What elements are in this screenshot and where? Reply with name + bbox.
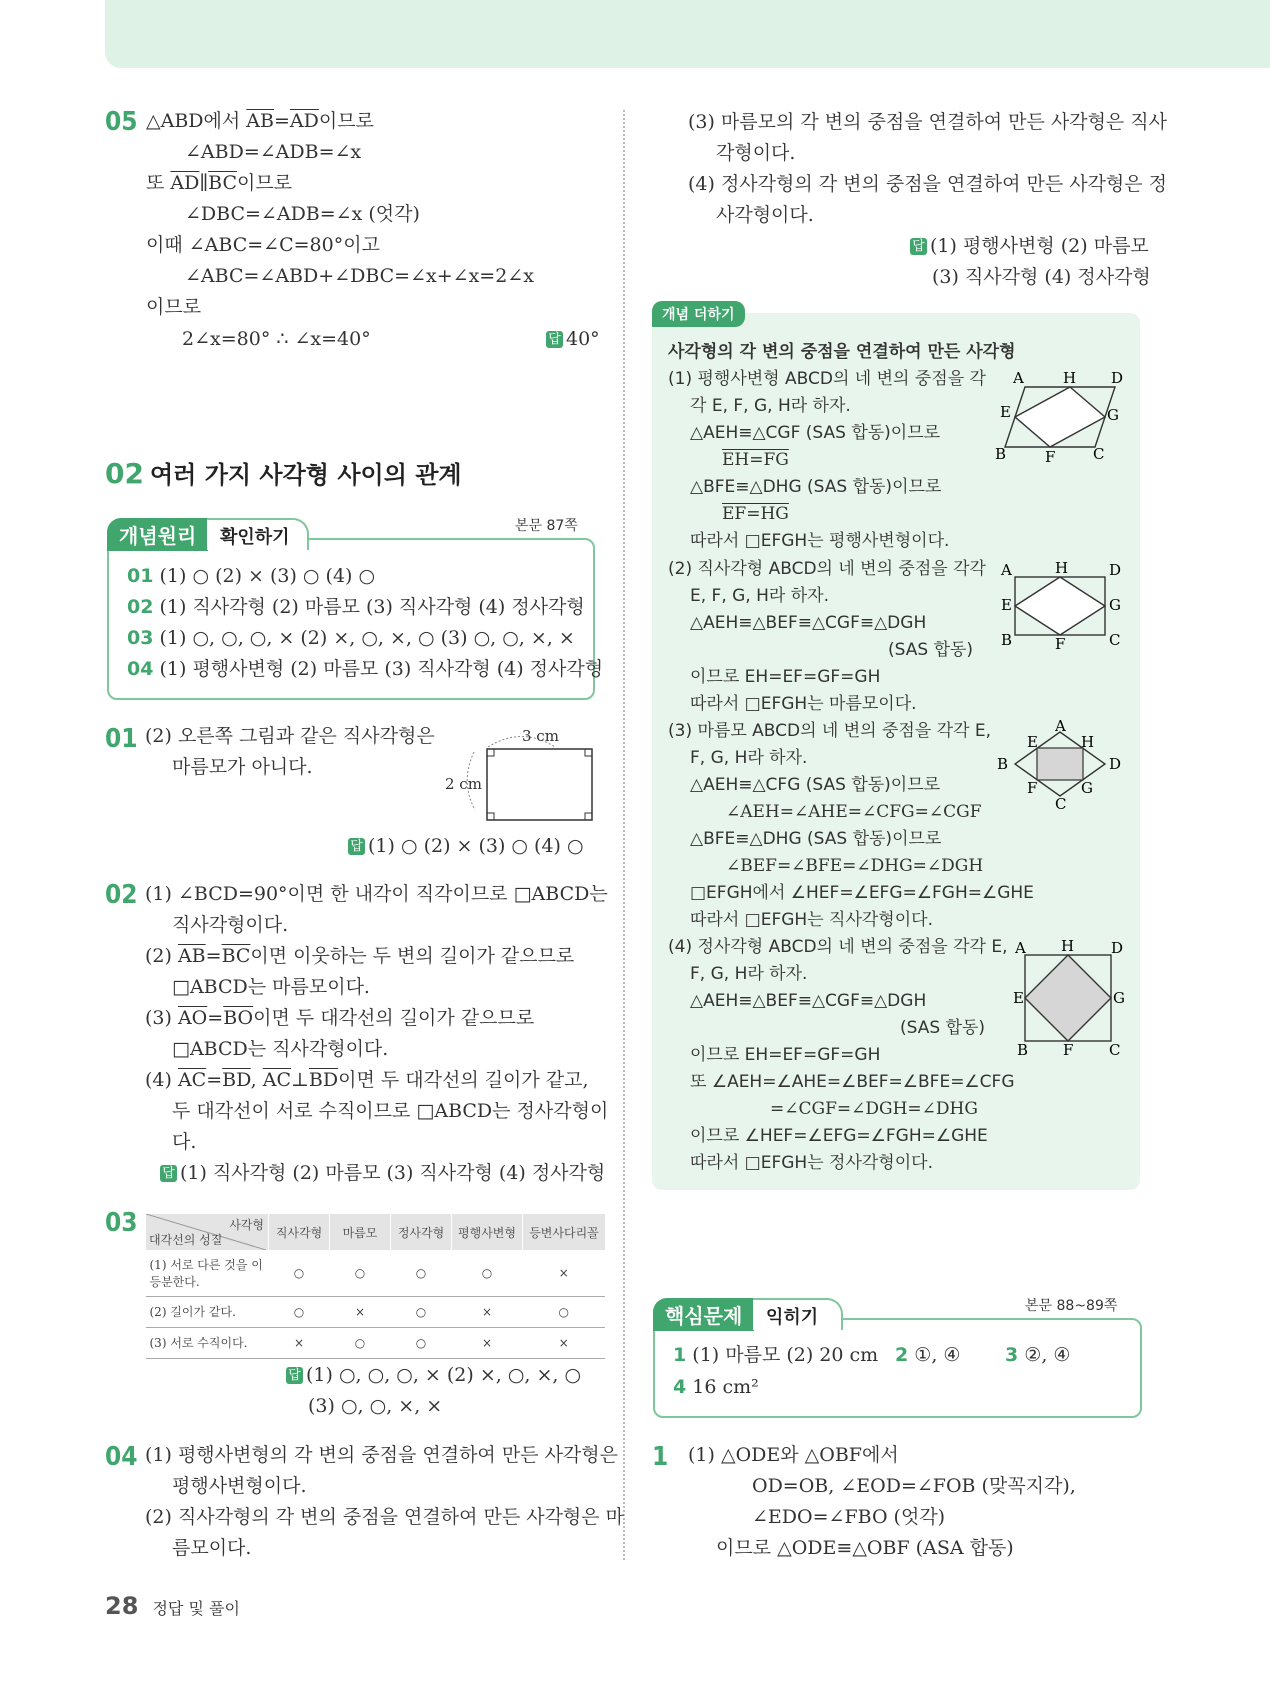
answer-text: 40°	[566, 328, 600, 350]
row-label: (3) 서로 수직이다.	[146, 1327, 269, 1358]
text: =	[205, 945, 222, 967]
answer-text: (1) ○, ○, ○, × (2) ×, ○, ×, ○	[306, 1364, 582, 1386]
q02-line8: 두 대각선이 서로 수직이므로 □ABCD는 정사각형이	[172, 1100, 609, 1122]
row-text: (1) 평행사변형 (2) 마름모 (3) 직사각형 (4) 정사각형	[159, 658, 604, 680]
label-b: B	[1017, 1041, 1029, 1055]
label-b: B	[1001, 631, 1013, 649]
answer-text: (1) 직사각형 (2) 마름모 (3) 직사각형 (4) 정사각형	[180, 1162, 606, 1184]
concept-line: E, F, G, H라 하자.	[690, 586, 829, 606]
text: 이면 이웃하는 두 변의 길이가 같으므로	[250, 945, 575, 967]
segment-ac: $\overline{AC}$	[177, 1069, 207, 1091]
q02-line6: □ABCD는 직사각형이다.	[172, 1038, 389, 1060]
row-text: (1) ○ (2) × (3) ○ (4) ○	[159, 565, 376, 587]
label-h: H	[1063, 369, 1077, 387]
concept-line: 따라서 □EFGH는 평행사변형이다.	[690, 531, 950, 551]
p05-line6: ∠ABC=∠ABD+∠DBC=∠x+∠x=2∠x	[185, 265, 534, 287]
core-answer-1	[673, 1341, 878, 1369]
label-a: A	[1015, 939, 1026, 957]
table-header-row	[146, 1214, 606, 1250]
label-d: D	[1109, 561, 1122, 579]
concept-line: △AEH≡△BEF≡△CGF≡△DGH	[690, 991, 927, 1011]
row-number: 01	[127, 565, 154, 587]
label-c: C	[1109, 631, 1121, 649]
label-b: B	[997, 755, 1009, 773]
label-f: F	[1027, 779, 1038, 797]
q04-line4: 름모이다.	[172, 1537, 252, 1559]
text: (3)	[145, 1007, 178, 1029]
answer-number: 2	[895, 1344, 909, 1366]
label-d: D	[1109, 755, 1122, 773]
label-h: H	[1081, 733, 1095, 751]
confirm-row	[127, 655, 603, 683]
concept-tab: 개념 더하기	[652, 301, 745, 327]
label-a: A	[1055, 717, 1066, 735]
label-a: A	[1001, 561, 1012, 579]
label-g: G	[1081, 779, 1093, 797]
confirm-tab-sub: 확인하기	[220, 527, 290, 548]
label-d: D	[1111, 939, 1124, 957]
top-header-band	[105, 0, 1270, 68]
table-cell: ×	[452, 1296, 523, 1327]
label-e: E	[1001, 596, 1012, 614]
width-label: 3 cm	[522, 727, 559, 745]
concept-line: ∠AEH=∠AHE=∠CFG=∠CGF	[726, 802, 982, 822]
concept-line: 이므로 ∠HEF=∠EFG=∠FGH=∠GHE	[690, 1126, 988, 1146]
concept-title: 사각형의 각 변의 중점을 연결하여 만든 사각형	[668, 342, 1016, 362]
table-cell: ×	[452, 1327, 523, 1358]
p05-line5: 이때 ∠ABC=∠C=80°이고	[146, 234, 380, 256]
answer-icon: 답	[160, 1165, 177, 1182]
column-header: 등변사다리꼴	[523, 1214, 606, 1250]
s1-line1: (1) △ODE와 △OBF에서	[688, 1444, 899, 1466]
label-g: G	[1113, 989, 1125, 1007]
row-number: 03	[127, 627, 154, 649]
concept-line: 이므로 EH=EF=GF=GH	[690, 1045, 881, 1065]
concept-line: 또 ∠AEH=∠AHE=∠BEF=∠BFE=∠CFG	[690, 1072, 1015, 1092]
p05-answer	[546, 325, 600, 353]
row-label: (1) 서로 다른 것을 이등분한다.	[146, 1250, 269, 1296]
height-label: 2 cm	[445, 775, 482, 793]
answer-number: 4	[673, 1376, 687, 1398]
answer-number: 3	[1005, 1344, 1019, 1366]
q02-line9: 다.	[172, 1131, 197, 1153]
answer-text: 16 cm²	[692, 1376, 759, 1398]
text: ∥	[199, 172, 209, 194]
table-cell: ○	[330, 1327, 391, 1358]
concept-line: (SAS 합동)	[900, 1018, 986, 1038]
label-f: F	[1045, 448, 1056, 462]
p05-line2: ∠ABD=∠ADB=∠x	[185, 141, 362, 163]
label-e: E	[1000, 403, 1011, 421]
text: (4)	[145, 1069, 178, 1091]
text: ⊥	[291, 1069, 309, 1091]
diagonal-property-table	[145, 1214, 605, 1359]
concept-line: △BFE≡△DHG (SAS 합동)이므로	[690, 477, 942, 497]
table-cell: ×	[269, 1327, 330, 1358]
concept-line: (4) 정사각형 ABCD의 네 변의 중점을 각각 E,	[668, 937, 1008, 957]
segment-bd: $\overline{BD}$	[308, 1069, 339, 1091]
p05-line7: 이므로	[146, 296, 202, 318]
answer-text: (1) 평행사변형 (2) 마름모	[930, 235, 1149, 257]
text: =	[206, 1069, 223, 1091]
table-cell: ○	[330, 1250, 391, 1296]
problem-number: 02	[105, 880, 138, 910]
row-number: 04	[127, 658, 154, 680]
page-ref: 본문 87쪽	[515, 518, 578, 534]
label-a: A	[1013, 369, 1024, 387]
text: △ABD에서	[146, 110, 247, 132]
concept-line: (SAS 합동)	[888, 640, 974, 660]
answer-text: ①, ④	[914, 1344, 961, 1366]
concept-line: F, G, H라 하자.	[690, 964, 808, 984]
table-cell: ○	[391, 1250, 452, 1296]
concept-line: ∠BEF=∠BFE=∠DHG=∠DGH	[726, 856, 984, 876]
q03-answer	[286, 1361, 581, 1389]
problem-number: 01	[105, 724, 138, 754]
problem-number: 03	[105, 1208, 138, 1238]
text: (2)	[145, 945, 178, 967]
label-g: G	[1109, 596, 1121, 614]
segment-bc: $\overline{BC}$	[208, 172, 238, 194]
concept-line: (1) 평행사변형 ABCD의 네 변의 중점을 각	[668, 369, 986, 389]
confirm-row	[127, 624, 575, 652]
table-row	[146, 1296, 606, 1327]
table-row	[146, 1250, 606, 1296]
answer-text: (1) 마름모 (2) 20 cm	[692, 1344, 879, 1366]
core-answer-2	[895, 1341, 960, 1369]
q04-line3: (2) 직사각형의 각 변의 중점을 연결하여 만든 사각형은 마	[145, 1506, 625, 1528]
q04-line6: 각형이다.	[716, 142, 796, 164]
square-midpoint-figure	[1005, 935, 1135, 1055]
q02-line4: □ABCD는 마름모이다.	[172, 976, 370, 998]
problem-number: 1	[652, 1442, 669, 1472]
answer-number: 1	[673, 1344, 687, 1366]
q04-answer-line2: (3) 직사각형 (4) 정사각형	[932, 266, 1151, 288]
row-number: 02	[127, 596, 154, 618]
q04-line1: (1) 평행사변형의 각 변의 중점을 연결하여 만든 사각형은	[145, 1444, 618, 1466]
s1-line2: OD=OB, ∠EOD=∠FOB (맞꼭지각),	[752, 1475, 1076, 1497]
q01-line2: 마름모가 아니다.	[172, 756, 313, 778]
label-e: E	[1027, 733, 1038, 751]
concept-line: △AEH≡△CFG (SAS 합동)이므로	[690, 775, 941, 795]
text: 이므로	[237, 172, 293, 194]
text: 또	[146, 172, 171, 194]
p05-line4: ∠DBC=∠ADB=∠x (엇각)	[185, 203, 420, 225]
segment-bo: $\overline{BO}$	[223, 1007, 254, 1029]
q02-line5	[145, 1004, 534, 1032]
answer-icon: 답	[348, 838, 365, 855]
concept-line: △AEH≡△CGF (SAS 합동)이므로	[690, 423, 941, 443]
label-c: C	[1055, 795, 1067, 812]
column-header: 정사각형	[391, 1214, 452, 1250]
header-top-label: 사각형	[229, 1218, 264, 1232]
label-e: E	[1013, 989, 1024, 1007]
concept-line: F, G, H라 하자.	[690, 748, 808, 768]
core-tab-sub: 익히기	[766, 1307, 819, 1328]
segment-bc: $\overline{BC}$	[221, 945, 251, 967]
concept-line: 이므로 EH=EF=GF=GH	[690, 667, 881, 687]
label-f: F	[1063, 1041, 1074, 1055]
concept-line: =∠CGF=∠DGH=∠DHG	[770, 1099, 978, 1119]
text: =	[207, 1007, 224, 1029]
footer-label: 정답 및 풀이	[152, 1599, 240, 1618]
concept-line: 각 E, F, G, H라 하자.	[690, 396, 851, 416]
q02-line7	[145, 1066, 589, 1094]
page-footer	[105, 1592, 240, 1620]
table-cell: ○	[391, 1296, 452, 1327]
text: 이면 두 대각선의 길이가 같고,	[338, 1069, 589, 1091]
table-corner-header	[146, 1214, 269, 1250]
p05-line1	[146, 107, 374, 135]
problem-number: 04	[105, 1442, 138, 1472]
segment-ab: $\overline{AB}$	[177, 945, 206, 967]
parallelogram-figure	[995, 367, 1125, 462]
table-cell: ○	[269, 1296, 330, 1327]
page-number: 28	[105, 1592, 139, 1620]
concept-line: EF=HG	[722, 504, 789, 524]
segment-bd: $\overline{BD}$	[222, 1069, 251, 1091]
segment-ao: $\overline{AO}$	[177, 1007, 208, 1029]
concept-line: △BFE≡△DHG (SAS 합동)이므로	[690, 829, 942, 849]
answer-text: (1) ○ (2) × (3) ○ (4) ○	[368, 835, 584, 857]
column-divider	[623, 110, 625, 1560]
row-label: (2) 길이가 같다.	[146, 1296, 269, 1327]
section-number: 02	[105, 457, 144, 490]
table-cell: ×	[523, 1250, 606, 1296]
row-text: (1) ○, ○, ○, × (2) ×, ○, ×, ○ (3) ○, ○, ×, ×	[159, 627, 575, 649]
section-title	[105, 455, 462, 490]
q04-line7: (4) 정사각형의 각 변의 중점을 연결하여 만든 사각형은 정	[688, 173, 1168, 195]
core-answer-3	[1005, 1341, 1070, 1369]
q04-line2: 평행사변형이다.	[172, 1475, 307, 1497]
concept-line: (3) 마름모 ABCD의 네 변의 중점을 각각 E,	[668, 721, 992, 741]
table-row	[146, 1327, 606, 1358]
table-cell: ×	[330, 1296, 391, 1327]
row-text: (1) 직사각형 (2) 마름모 (3) 직사각형 (4) 정사각형	[159, 596, 585, 618]
column-header: 마름모	[330, 1214, 391, 1250]
page-ref: 본문 88~89쪽	[1025, 1298, 1118, 1314]
answer-icon: 답	[910, 238, 927, 255]
answer-text: ②, ④	[1024, 1344, 1071, 1366]
confirm-tab-label: 개념원리	[107, 518, 208, 551]
concept-line: 따라서 □EFGH는 정사각형이다.	[690, 1153, 933, 1173]
q04-line5: (3) 마름모의 각 변의 중점을 연결하여 만든 사각형은 직사	[688, 111, 1168, 133]
q04-answer	[910, 232, 1149, 260]
table-cell: ○	[391, 1327, 452, 1358]
section-title-text: 여러 가지 사각형 사이의 관계	[149, 461, 462, 489]
label-b: B	[995, 445, 1007, 462]
label-g: G	[1107, 406, 1119, 424]
p05-line8: 2∠x=80° ∴ ∠x=40°	[182, 328, 371, 350]
q01-answer	[348, 832, 584, 860]
answer-icon: 답	[546, 331, 563, 348]
label-c: C	[1109, 1041, 1121, 1055]
table-cell: ○	[452, 1250, 523, 1296]
core-tab-label: 핵심문제	[653, 1298, 754, 1331]
concept-line: EH=FG	[722, 450, 789, 470]
confirm-row	[127, 593, 585, 621]
rectangle-midpoint-figure	[995, 557, 1125, 652]
label-h: H	[1061, 937, 1075, 955]
s1-line3: ∠EDO=∠FBO (엇각)	[752, 1506, 946, 1528]
table-cell: ○	[269, 1250, 330, 1296]
table-cell: ○	[523, 1296, 606, 1327]
q02-line3	[145, 942, 574, 970]
label-f: F	[1055, 635, 1066, 652]
answer-icon: 답	[286, 1367, 303, 1384]
s1-line4: 이므로 △ODE≡△OBF (ASA 합동)	[716, 1537, 1014, 1559]
label-d: D	[1111, 369, 1124, 387]
concept-line: 따라서 □EFGH는 직사각형이다.	[690, 910, 933, 930]
concept-line: (2) 직사각형 ABCD의 네 변의 중점을 각각	[668, 559, 986, 579]
segment-ab: $\overline{AB}$	[246, 110, 274, 132]
table-cell: ×	[523, 1327, 606, 1358]
q03-answer-line2: (3) ○, ○, ×, ×	[308, 1395, 443, 1417]
q01-line1: (2) 오른쪽 그림과 같은 직사각형은	[145, 725, 435, 747]
q02-answer	[160, 1159, 605, 1187]
confirm-row	[127, 562, 375, 590]
p05-line3	[146, 169, 292, 197]
segment-ac: $\overline{AC}$	[262, 1069, 292, 1091]
segment-ad: $\overline{AD}$	[170, 172, 200, 194]
concept-line: 따라서 □EFGH는 마름모이다.	[690, 694, 917, 714]
text: 이므로	[318, 110, 374, 132]
core-answer-4	[673, 1373, 759, 1401]
concept-line: △AEH≡△BEF≡△CGF≡△DGH	[690, 613, 927, 633]
text: ,	[250, 1069, 263, 1091]
q02-line1: (1) ∠BCD=90°이면 한 내각이 직각이므로 □ABCD는	[145, 883, 608, 905]
label-c: C	[1093, 445, 1105, 462]
q04-line8: 사각형이다.	[716, 204, 814, 226]
problem-number: 05	[105, 107, 138, 137]
segment-ad: $\overline{AD}$	[289, 110, 319, 132]
label-h: H	[1055, 559, 1069, 577]
concept-line: □EFGH에서 ∠HEF=∠EFG=∠FGH=∠GHE	[690, 883, 1034, 903]
text: 이면 두 대각선의 길이가 같으므로	[253, 1007, 535, 1029]
q02-line2: 직사각형이다.	[172, 914, 289, 936]
rhombus-midpoint-figure	[995, 717, 1125, 812]
text: =	[273, 110, 290, 132]
column-header: 직사각형	[269, 1214, 330, 1250]
column-header: 평행사변형	[452, 1214, 523, 1250]
header-bottom-label: 대각선의 성질	[149, 1233, 223, 1247]
